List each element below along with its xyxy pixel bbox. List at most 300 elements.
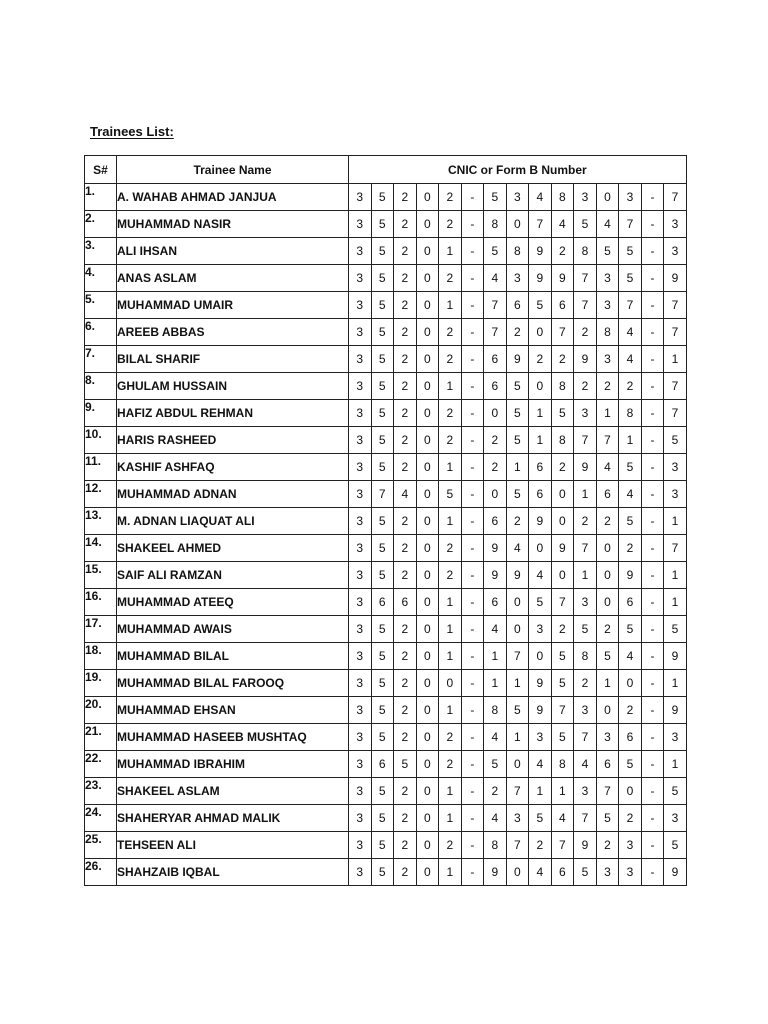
cnic-digit-cell: 3 [349,751,372,778]
cnic-digit-cell: 3 [619,832,642,859]
cnic-digit-cell: 3 [349,535,372,562]
cnic-separator-cell: - [641,670,664,697]
cnic-digit-cell: 3 [664,805,687,832]
cnic-digit-cell: 8 [619,400,642,427]
cnic-digit-cell: 1 [506,454,529,481]
trainee-name-cell: GHULAM HUSSAIN [117,373,349,400]
cnic-digit-cell: 7 [551,832,574,859]
trainee-name-cell: MUHAMMAD BILAL [117,643,349,670]
cnic-digit-cell: 2 [394,427,417,454]
cnic-digit-cell: 5 [574,859,597,886]
cnic-digit-cell: 6 [484,589,507,616]
header-serial-number: S# [85,156,117,184]
cnic-digit-cell: 9 [506,346,529,373]
cnic-separator-cell: - [641,697,664,724]
cnic-digit-cell: 7 [371,481,394,508]
cnic-digit-cell: 2 [394,211,417,238]
cnic-digit-cell: 2 [394,319,417,346]
cnic-separator-cell: - [641,211,664,238]
cnic-digit-cell: 5 [506,427,529,454]
cnic-digit-cell: 7 [551,697,574,724]
cnic-digit-cell: 4 [394,481,417,508]
cnic-digit-cell: 9 [484,562,507,589]
serial-number-cell: 12. [85,481,117,508]
trainee-name-cell: HARIS RASHEED [117,427,349,454]
cnic-digit-cell: 3 [349,589,372,616]
table-row [85,724,687,751]
cnic-separator-cell: - [641,643,664,670]
cnic-digit-cell: 3 [664,724,687,751]
trainee-name-cell: A. WAHAB AHMAD JANJUA [117,184,349,211]
cnic-digit-cell: 5 [551,400,574,427]
cnic-digit-cell: 3 [529,616,552,643]
cnic-digit-cell: 7 [506,643,529,670]
cnic-digit-cell: 6 [619,724,642,751]
table-row [85,481,687,508]
cnic-digit-cell: 5 [371,616,394,643]
cnic-digit-cell: 1 [596,670,619,697]
cnic-digit-cell: 0 [416,481,439,508]
trainee-name-cell: TEHSEEN ALI [117,832,349,859]
cnic-digit-cell: 5 [551,724,574,751]
cnic-separator-cell: - [461,454,484,481]
cnic-digit-cell: 2 [551,454,574,481]
cnic-digit-cell: 0 [596,535,619,562]
cnic-digit-cell: 5 [371,562,394,589]
cnic-digit-cell: 9 [529,265,552,292]
cnic-digit-cell: 8 [574,643,597,670]
cnic-digit-cell: 2 [574,319,597,346]
cnic-separator-cell: - [461,751,484,778]
cnic-digit-cell: 3 [349,562,372,589]
cnic-separator-cell: - [461,346,484,373]
cnic-digit-cell: 7 [484,319,507,346]
cnic-digit-cell: 2 [506,319,529,346]
trainee-name-cell: MUHAMMAD NASIR [117,211,349,238]
cnic-digit-cell: 7 [574,724,597,751]
serial-number-cell: 16. [85,589,117,616]
cnic-digit-cell: 6 [484,346,507,373]
cnic-digit-cell: 3 [349,643,372,670]
cnic-digit-cell: 8 [484,832,507,859]
cnic-digit-cell: 1 [574,481,597,508]
cnic-digit-cell: 0 [596,562,619,589]
cnic-digit-cell: 5 [619,508,642,535]
table-row [85,319,687,346]
cnic-digit-cell: 3 [349,616,372,643]
cnic-digit-cell: 0 [416,346,439,373]
cnic-digit-cell: 2 [529,832,552,859]
trainee-name-cell: ALI IHSAN [117,238,349,265]
cnic-separator-cell: - [461,400,484,427]
cnic-digit-cell: 2 [619,697,642,724]
cnic-digit-cell: 0 [416,265,439,292]
cnic-digit-cell: 5 [371,265,394,292]
cnic-digit-cell: 2 [484,427,507,454]
cnic-digit-cell: 9 [619,562,642,589]
cnic-digit-cell: 5 [596,238,619,265]
cnic-digit-cell: 4 [529,562,552,589]
serial-number-cell: 17. [85,616,117,643]
cnic-digit-cell: 0 [416,211,439,238]
cnic-digit-cell: 3 [349,670,372,697]
serial-number-cell: 5. [85,292,117,319]
serial-number-cell: 3. [85,238,117,265]
cnic-digit-cell: 0 [416,562,439,589]
cnic-digit-cell: 6 [506,292,529,319]
cnic-digit-cell: 5 [506,697,529,724]
serial-number-cell: 19. [85,670,117,697]
cnic-digit-cell: 2 [439,346,462,373]
cnic-digit-cell: 6 [371,751,394,778]
cnic-digit-cell: 3 [349,292,372,319]
cnic-digit-cell: 5 [574,616,597,643]
cnic-digit-cell: 2 [596,832,619,859]
cnic-digit-cell: 2 [439,211,462,238]
cnic-digit-cell: 3 [349,697,372,724]
cnic-digit-cell: 3 [349,238,372,265]
table-row [85,373,687,400]
cnic-digit-cell: 1 [664,670,687,697]
cnic-digit-cell: 6 [596,751,619,778]
cnic-digit-cell: 0 [416,616,439,643]
cnic-digit-cell: 3 [619,184,642,211]
cnic-digit-cell: 2 [596,616,619,643]
cnic-digit-cell: 8 [574,238,597,265]
cnic-digit-cell: 5 [664,616,687,643]
cnic-digit-cell: 1 [439,292,462,319]
cnic-digit-cell: 3 [349,508,372,535]
cnic-digit-cell: 3 [349,373,372,400]
cnic-digit-cell: 2 [439,562,462,589]
cnic-digit-cell: 8 [551,184,574,211]
cnic-digit-cell: 0 [484,481,507,508]
cnic-separator-cell: - [461,238,484,265]
cnic-digit-cell: 1 [664,751,687,778]
cnic-digit-cell: 5 [371,508,394,535]
cnic-digit-cell: 4 [484,724,507,751]
cnic-digit-cell: 5 [371,778,394,805]
cnic-digit-cell: 0 [506,211,529,238]
trainee-name-cell: MUHAMMAD BILAL FAROOQ [117,670,349,697]
cnic-digit-cell: 2 [394,697,417,724]
cnic-digit-cell: 0 [416,859,439,886]
serial-number-cell: 4. [85,265,117,292]
cnic-digit-cell: 2 [394,832,417,859]
cnic-digit-cell: 5 [371,184,394,211]
cnic-digit-cell: 6 [551,292,574,319]
trainee-name-cell: AREEB ABBAS [117,319,349,346]
cnic-digit-cell: 4 [484,805,507,832]
cnic-digit-cell: 5 [371,211,394,238]
cnic-digit-cell: 7 [551,319,574,346]
serial-number-cell: 21. [85,724,117,751]
cnic-digit-cell: 3 [664,211,687,238]
serial-number-cell: 8. [85,373,117,400]
cnic-digit-cell: 5 [371,292,394,319]
cnic-digit-cell: 6 [596,481,619,508]
table-row [85,238,687,265]
table-row [85,670,687,697]
cnic-digit-cell: 1 [664,346,687,373]
cnic-digit-cell: 2 [574,670,597,697]
cnic-digit-cell: 3 [506,265,529,292]
cnic-digit-cell: 2 [529,346,552,373]
cnic-digit-cell: 5 [371,319,394,346]
trainees-table [84,155,687,886]
cnic-separator-cell: - [461,778,484,805]
cnic-digit-cell: 1 [619,427,642,454]
cnic-digit-cell: 8 [484,697,507,724]
cnic-separator-cell: - [641,265,664,292]
cnic-separator-cell: - [461,859,484,886]
table-row [85,427,687,454]
cnic-digit-cell: 6 [529,481,552,508]
cnic-digit-cell: 4 [529,184,552,211]
cnic-digit-cell: 1 [439,454,462,481]
cnic-digit-cell: 4 [529,859,552,886]
cnic-digit-cell: 2 [394,535,417,562]
cnic-digit-cell: 2 [619,373,642,400]
cnic-digit-cell: 7 [596,427,619,454]
cnic-digit-cell: 3 [664,238,687,265]
cnic-digit-cell: 3 [574,589,597,616]
cnic-separator-cell: - [641,508,664,535]
table-row [85,211,687,238]
trainee-name-cell: MUHAMMAD ADNAN [117,481,349,508]
cnic-digit-cell: 7 [574,265,597,292]
cnic-separator-cell: - [641,778,664,805]
cnic-digit-cell: 4 [619,481,642,508]
cnic-digit-cell: 9 [574,346,597,373]
cnic-digit-cell: 0 [416,805,439,832]
trainee-name-cell: MUHAMMAD HASEEB MUSHTAQ [117,724,349,751]
trainee-name-cell: SHAKEEL ASLAM [117,778,349,805]
cnic-digit-cell: 1 [484,670,507,697]
cnic-separator-cell: - [641,319,664,346]
cnic-digit-cell: 7 [664,292,687,319]
cnic-separator-cell: - [461,184,484,211]
cnic-digit-cell: 0 [416,724,439,751]
cnic-digit-cell: 3 [349,265,372,292]
cnic-digit-cell: 9 [484,859,507,886]
cnic-digit-cell: 3 [596,724,619,751]
cnic-digit-cell: 2 [574,508,597,535]
serial-number-cell: 26. [85,859,117,886]
cnic-digit-cell: 0 [416,589,439,616]
cnic-digit-cell: 3 [349,724,372,751]
table-row [85,454,687,481]
table-row [85,400,687,427]
cnic-digit-cell: 2 [394,400,417,427]
cnic-digit-cell: 4 [574,751,597,778]
cnic-digit-cell: 1 [439,643,462,670]
cnic-digit-cell: 7 [664,535,687,562]
cnic-separator-cell: - [461,292,484,319]
cnic-digit-cell: 8 [551,751,574,778]
cnic-digit-cell: 0 [416,697,439,724]
cnic-digit-cell: 2 [551,346,574,373]
cnic-digit-cell: 7 [574,292,597,319]
cnic-digit-cell: 7 [484,292,507,319]
cnic-digit-cell: 1 [664,562,687,589]
cnic-digit-cell: 5 [484,238,507,265]
table-row [85,589,687,616]
cnic-digit-cell: 4 [596,454,619,481]
cnic-digit-cell: 2 [394,643,417,670]
cnic-separator-cell: - [641,238,664,265]
cnic-separator-cell: - [641,346,664,373]
cnic-digit-cell: 5 [371,805,394,832]
cnic-separator-cell: - [641,616,664,643]
cnic-digit-cell: 1 [529,400,552,427]
cnic-digit-cell: 3 [349,427,372,454]
cnic-digit-cell: 2 [394,292,417,319]
cnic-digit-cell: 0 [416,184,439,211]
cnic-digit-cell: 5 [371,535,394,562]
table-row [85,265,687,292]
cnic-digit-cell: 5 [371,238,394,265]
cnic-digit-cell: 5 [551,643,574,670]
cnic-digit-cell: 4 [484,265,507,292]
cnic-digit-cell: 5 [371,400,394,427]
cnic-digit-cell: 1 [439,373,462,400]
cnic-digit-cell: 2 [439,400,462,427]
serial-number-cell: 18. [85,643,117,670]
cnic-digit-cell: 1 [439,805,462,832]
trainee-name-cell: MUHAMMAD ATEEQ [117,589,349,616]
cnic-digit-cell: 7 [551,589,574,616]
trainee-name-cell: KASHIF ASHFAQ [117,454,349,481]
cnic-digit-cell: 0 [619,670,642,697]
cnic-digit-cell: 5 [619,616,642,643]
cnic-separator-cell: - [641,427,664,454]
cnic-digit-cell: 0 [439,670,462,697]
cnic-digit-cell: 5 [371,454,394,481]
cnic-digit-cell: 3 [529,724,552,751]
cnic-digit-cell: 1 [529,778,552,805]
table-row [85,751,687,778]
cnic-digit-cell: 3 [349,481,372,508]
cnic-digit-cell: 5 [506,400,529,427]
cnic-digit-cell: 0 [416,454,439,481]
cnic-digit-cell: 0 [416,427,439,454]
cnic-digit-cell: 0 [619,778,642,805]
cnic-separator-cell: - [461,319,484,346]
cnic-digit-cell: 3 [506,184,529,211]
cnic-digit-cell: 5 [371,427,394,454]
cnic-digit-cell: 0 [506,751,529,778]
cnic-digit-cell: 3 [664,454,687,481]
cnic-digit-cell: 9 [574,454,597,481]
cnic-digit-cell: 7 [596,778,619,805]
cnic-digit-cell: 2 [394,265,417,292]
cnic-digit-cell: 2 [506,508,529,535]
cnic-digit-cell: 3 [349,400,372,427]
cnic-separator-cell: - [641,724,664,751]
cnic-digit-cell: 3 [596,292,619,319]
cnic-digit-cell: 6 [484,373,507,400]
table-body [85,184,687,886]
cnic-separator-cell: - [461,616,484,643]
cnic-digit-cell: 0 [416,778,439,805]
cnic-separator-cell: - [461,589,484,616]
cnic-digit-cell: 9 [664,859,687,886]
cnic-digit-cell: 1 [439,589,462,616]
cnic-digit-cell: 0 [416,292,439,319]
cnic-digit-cell: 1 [529,427,552,454]
cnic-digit-cell: 0 [596,697,619,724]
cnic-digit-cell: 6 [529,454,552,481]
table-row [85,697,687,724]
cnic-digit-cell: 4 [551,805,574,832]
cnic-digit-cell: 2 [394,805,417,832]
cnic-digit-cell: 7 [619,292,642,319]
table-row [85,535,687,562]
cnic-digit-cell: 5 [619,265,642,292]
cnic-digit-cell: 0 [416,373,439,400]
cnic-digit-cell: 2 [439,751,462,778]
cnic-separator-cell: - [641,535,664,562]
table-header-row [85,156,687,184]
trainee-name-cell: MUHAMMAD UMAIR [117,292,349,319]
serial-number-cell: 24. [85,805,117,832]
table-row [85,184,687,211]
cnic-digit-cell: 9 [529,508,552,535]
cnic-digit-cell: 1 [484,643,507,670]
cnic-digit-cell: 8 [506,238,529,265]
cnic-digit-cell: 1 [439,778,462,805]
cnic-digit-cell: 3 [349,211,372,238]
cnic-digit-cell: 7 [664,373,687,400]
cnic-digit-cell: 5 [529,589,552,616]
cnic-digit-cell: 5 [484,751,507,778]
serial-number-cell: 13. [85,508,117,535]
cnic-digit-cell: 2 [394,724,417,751]
cnic-digit-cell: 2 [394,778,417,805]
cnic-digit-cell: 0 [551,508,574,535]
cnic-digit-cell: 0 [529,643,552,670]
cnic-digit-cell: 5 [529,292,552,319]
cnic-digit-cell: 0 [506,589,529,616]
cnic-separator-cell: - [461,832,484,859]
cnic-separator-cell: - [641,373,664,400]
cnic-digit-cell: 0 [416,319,439,346]
serial-number-cell: 20. [85,697,117,724]
cnic-digit-cell: 2 [439,319,462,346]
cnic-digit-cell: 7 [574,427,597,454]
table-row [85,346,687,373]
cnic-digit-cell: 5 [506,373,529,400]
cnic-digit-cell: 2 [619,535,642,562]
table-row [85,832,687,859]
trainee-name-cell: SHAHZAIB IQBAL [117,859,349,886]
cnic-separator-cell: - [461,508,484,535]
cnic-digit-cell: 4 [596,211,619,238]
trainee-name-cell: ANAS ASLAM [117,265,349,292]
cnic-digit-cell: 3 [506,805,529,832]
cnic-separator-cell: - [641,562,664,589]
cnic-digit-cell: 3 [574,778,597,805]
cnic-digit-cell: 1 [664,508,687,535]
trainee-name-cell: SHAKEEL AHMED [117,535,349,562]
table-row [85,643,687,670]
cnic-digit-cell: 6 [371,589,394,616]
cnic-digit-cell: 3 [349,805,372,832]
cnic-digit-cell: 0 [551,562,574,589]
cnic-digit-cell: 7 [664,319,687,346]
cnic-digit-cell: 2 [551,238,574,265]
